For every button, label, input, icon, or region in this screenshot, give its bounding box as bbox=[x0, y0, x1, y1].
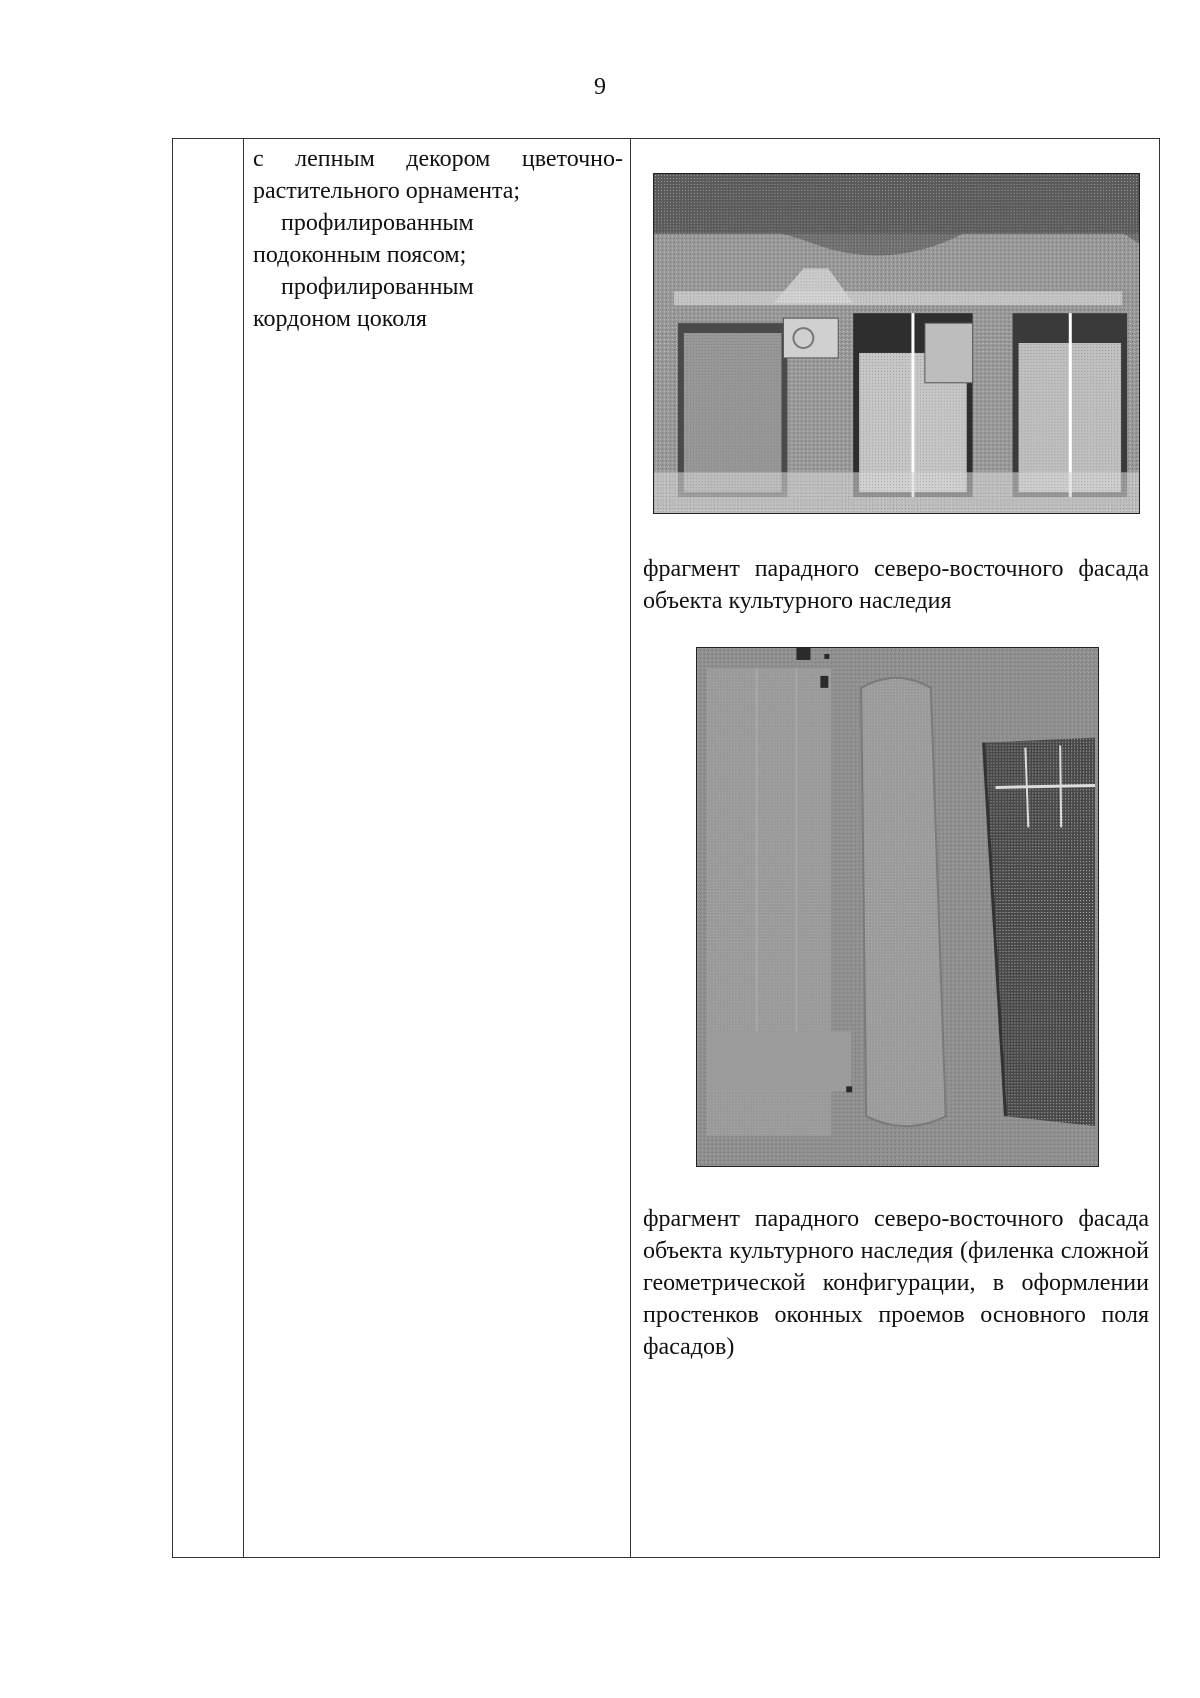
facade-photo-panel bbox=[696, 647, 1099, 1167]
photo-caption-2: фрагмент парадного северо-восточного фасада объекта культурного наследия (филенка сложной геометрической конфигурации, в оформлении простенков оконных проемов основного поля фасадов) bbox=[643, 1206, 1149, 1360]
description-line: подоконным поясом; bbox=[253, 242, 467, 268]
description-line: профилированным bbox=[281, 274, 474, 300]
description-line: с лепным декором цветочно- bbox=[253, 146, 623, 172]
description-line: профилированным bbox=[281, 210, 474, 236]
column-divider-photo bbox=[630, 139, 631, 1557]
description-line: растительного орнамента; bbox=[253, 178, 521, 204]
page-number: 9 bbox=[594, 74, 606, 100]
column-divider-number bbox=[243, 139, 244, 1557]
description-line: кордоном цоколя bbox=[253, 306, 427, 332]
photo-caption-1: фрагмент парадного северо-восточного фасада объекта культурного наследия bbox=[643, 556, 1149, 614]
description-cell bbox=[253, 143, 623, 335]
facade-photo-windows bbox=[653, 173, 1140, 514]
heritage-table bbox=[172, 138, 1160, 1558]
